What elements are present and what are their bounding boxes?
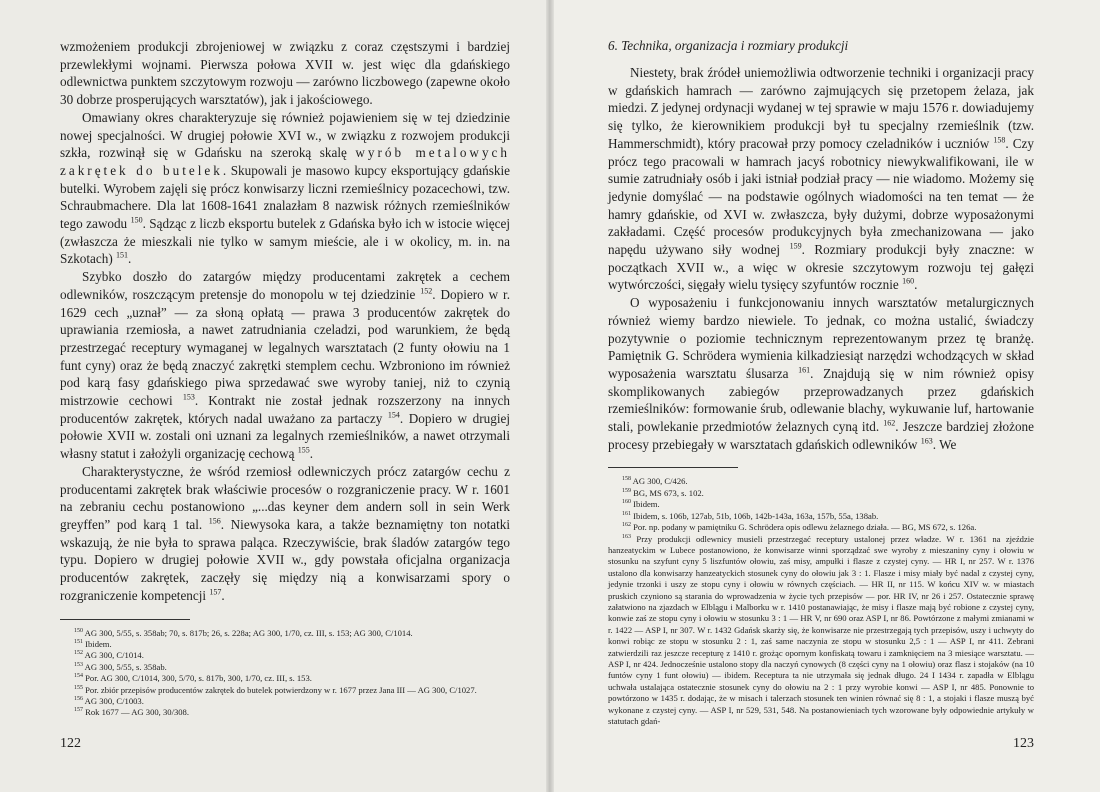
footnote-ref: 154 [387, 410, 400, 420]
footnote-text: Por. np. podany w pamiętniku G. Schrödera opis odlewu żelaznego działa. — BG, MS 672, s. 126a. [631, 522, 977, 533]
text-run: . We [932, 436, 957, 452]
text-run: . Dopiero w r. 1629 cech „uznał” — za słoną opłatą — prawa 3 producentów zakrętek do uprawiania rzemiosła, a nawet zatrudniania czeladzi, pod warunkiem, że będą przestrzegać receptury wymaganej w legalnych warsztatach (2 funty ołowiu na 1 funt cyny) oraz że będą znaczyć zakrętki stemplem cechu. Wzbroniono im również pod karą fasy gdańskiego piwa sprzedawać swe wyroby taniej, niż to czynią mistrzowie cechowi [60, 286, 510, 409]
book-gutter [546, 0, 554, 792]
footnote-number: 153 [74, 661, 83, 668]
footnote-ref: 152 [420, 286, 433, 296]
text-run: . Niewysoka kara, a także beznamiętny ton notatki wskazują, że nie była to sprawa paląca. Rzeczywiście, brak śladów zatargów tego typu. Dopiero w drugiej połowie XVII w., gdy powstała oficjalna organizacja producentów zakrętek, zaczęły się między nią a konwisarzami spory o rozgraniczenie kompetencji [60, 516, 511, 603]
footnote-ref: 161 [798, 365, 811, 375]
text-run: . Znajdują się w nim również opisy skomplikowanych zabiegów przeprowadzanych przez gdańskich rzemieślników: formowanie śrub, odlewanie blachy, wykuwanie luf, hartowanie stali, powlekanie przedmiotów żelaznych cyną itd. [608, 365, 1035, 435]
footnote-text: BG, MS 673, s. 102. [631, 487, 704, 498]
footnote-number: 151 [74, 639, 83, 646]
footnote-ref: 155 [297, 445, 310, 455]
footnote-text: Ibidem, s. 106b, 127ab, 51b, 106b, 142b-143a, 163a, 157b, 55a, 138ab. [631, 510, 879, 521]
footnote [60, 628, 510, 639]
footnote-number: 161 [622, 510, 631, 517]
footnote [608, 488, 1034, 499]
body-paragraph [60, 109, 510, 268]
footnote-ref: 153 [182, 392, 195, 402]
footnote [60, 707, 510, 718]
footnote-text: Ibidem. [631, 499, 660, 510]
text-run: wzmożeniem produkcji zbrojeniowej w związku z coraz częstszymi i bardziej przewlekłymi wojnami. Pierwsza połowa XVII w. jest więc dla gdańskiego odlewnictwa punktem szczytowym rozwoju — zarówno liczbowego (zapewne około 30 dobrze prosperujących warsztatów), jak i jakościowego. [60, 39, 510, 108]
text-run: . Dopiero w drugiej połowie XVII w. zostali oni uznani za legalnych rzemieślników, a nawet otrzymali własny statut i założyli organizację cechową [60, 410, 510, 462]
footnote-text: AG 300, C/1014. [83, 650, 144, 661]
footnote-text: AG 300, 5/55, s. 358ab. [83, 661, 167, 672]
footnote-text: Por. AG 300, C/1014, 300, 5/70, s. 817b, 300, 1/70, cz. III, s. 153. [83, 673, 312, 684]
footnote-text: AG 300, C/1003. [83, 695, 144, 706]
footnote [608, 522, 1034, 533]
footnote-rule [608, 467, 738, 468]
footnote-number: 157 [74, 707, 83, 714]
left-body-text [60, 38, 510, 605]
footnote-number: 162 [622, 522, 631, 529]
section-heading: 6. Technika, organizacja i rozmiary produkcji [608, 38, 849, 53]
text-run: . [221, 587, 225, 603]
footnote-ref: 156 [208, 516, 221, 526]
body-paragraph [60, 268, 510, 463]
footnote-number: 163 [622, 533, 631, 540]
footnote-text: AG 300, 5/55, s. 358ab; 70, s. 817b; 26, s. 228a; AG 300, 1/70, cz. III, s. 153; AG 300, C/1014. [83, 627, 413, 638]
footnote-text: AG 300, C/426. [631, 476, 688, 487]
footnote-ref: 150 [130, 215, 143, 225]
text-run: Omawiany okres charakteryzuje się również pojawieniem się w tej dziedzinie nowej specjalności. W drugiej połowie XVI w., w związku z rozwojem produkcji szkła, rozwinął się w Gdańsku na szeroką skalę [60, 109, 510, 161]
body-paragraph [608, 294, 1034, 453]
text-run: Niestety, brak źródeł uniemożliwia odtworzenie techniki i organizacji pracy w gdańskich hamrach — zarówno zajmujących się przetopem żelaza, jak miedzi. Z jedynej ordynacji wydanej w tej sprawie w maju 1576 r. dowiadujemy się tylko, że kierownikiem produkcji był tu specjalny rzemieślnik (tzw. Hammerschmidt), który pracował przy pomocy czeladników i uczniów [608, 65, 1034, 151]
text-run: . [309, 446, 314, 462]
footnote [60, 685, 510, 696]
footnote [60, 673, 510, 684]
footnote-number: 155 [74, 684, 83, 691]
text-run: . Skupowali je masowo kupcy eksportujący gdańskie butelki. Wyrobem zajęli się prócz konwisarzy liczni rzemieślnicy pozacechowi, tzw. Schraubmachere. Dla lat 1608-1641 znalazłam 8 nazwisk różnych rzemieślników tego zawodu [60, 162, 510, 232]
left-footnotes [60, 628, 510, 719]
footnote-text: Rok 1677 — AG 300, 30/308. [83, 707, 189, 718]
footnote-text: Por. zbiór przepisów producentów zakrętek do butelek potwierdzony w r. 1677 przez Jana III — AG 300, C/1027. [83, 684, 477, 695]
footnote [60, 650, 510, 661]
text-run: Szybko doszło do zatargów między producentami zakrętek a cechem odlewników, roszczącym pretensje do monopolu w tej dziedzinie [60, 269, 510, 302]
footnote-ref: 159 [789, 241, 802, 251]
footnote-number: 152 [74, 650, 83, 657]
footnote [60, 696, 510, 707]
footnote-number: 160 [622, 499, 631, 506]
text-run: . Sądząc z liczb eksportu butelek z Gdańska było ich w istocie więcej (zwłaszcza że mieszkali nie tylko w samym mieście, ale i w okolicy, m. in. na Szkotach) [60, 216, 510, 267]
footnote [608, 511, 1034, 522]
footnote-number: 150 [74, 627, 83, 634]
footnote [608, 476, 1034, 487]
text-run: . Rozmiary produkcji były znaczne: w początkach XVII w., a więc w okresie szczytowym rozwoju tej gałęzi wytwórczości, sięgały wielu tysięcy szyfuntów rocznie [608, 242, 1034, 293]
text-run: Charakterystyczne, że wśród rzemiosł odlewniczych prócz zatargów cechu z producentami zakrętek brak właściwie procesów o rozgraniczenie pracy. W r. 1601 na zebraniu cechu postanowiono „...das keyner dem andern soll in sein Werk greyffen” pod karą 1 tal. [60, 463, 510, 532]
body-paragraph [60, 463, 510, 605]
text-run: . Jeszcze bardziej złożone procesy przebiegały w warsztatach gdańskich odlewników [608, 419, 1034, 452]
text-run: . Czy prócz tego pracowali w hamrach jacyś robotnicy niewykwalifikowani, ile w sumie zatrudniały osób i jaki istniał podział pracy — nie wiadomo. Możemy się jedynie domyślać — na podstawie ogólnych wiadomości na ten temat — że hamry gdańskie, od XVI w. zwłaszcza, były dużymi, dobrze wyposażonymi zakładami. Część procesów produkcyjnych była zmechanizowana — jako napędu używano siły wodnej [608, 135, 1034, 258]
footnote-ref: 160 [902, 277, 915, 287]
right-page [550, 0, 1100, 792]
body-paragraph [608, 64, 1034, 294]
footnote [60, 662, 510, 673]
page-number: 123 [1013, 736, 1034, 751]
footnote-ref: 162 [883, 418, 896, 428]
footnote [608, 499, 1034, 510]
footnote-text: Ibidem. [83, 638, 112, 649]
text-run: . [914, 277, 918, 293]
footnote-rule [60, 619, 190, 620]
footnote [608, 534, 1034, 728]
footnote-number: 159 [622, 488, 631, 495]
text-run: O wyposażeniu i funkcjonowaniu innych warsztatów metalurgicznych również wiemy bardzo niewiele. To jednak, co można ustalić, świadczy pozytywnie o poziomie technicznym reprezentowanym przez tę branżę. Pamiętnik G. Schrödera wymienia kilkadziesiąt narzędzi wchodzących w skład wyposażenia warsztatu ślusarza [608, 295, 1034, 381]
footnote-ref: 158 [993, 135, 1006, 145]
text-run: . [128, 251, 132, 267]
footnote-ref: 151 [116, 251, 129, 261]
footnote-number: 158 [622, 476, 631, 483]
right-footnotes [608, 476, 1034, 727]
page-number: 122 [60, 736, 81, 751]
footnote-number: 156 [74, 696, 83, 703]
text-run: . Kontrakt nie został jednak rozszerzony na innych producentów zakrętek, których nadal uważano za partaczy [60, 393, 510, 426]
footnote-ref: 163 [920, 436, 933, 446]
footnote-ref: 157 [209, 587, 222, 597]
footnote-number: 154 [74, 673, 83, 680]
right-body-text [608, 64, 1034, 453]
footnote-text: Przy produkcji odlewnicy musieli przestrzegać receptury ustalonej przez władze. W r. 1361 na zjeździe hanzeatyckim w Lubece postanowiono, że konwisarze winni sporządzać swe wyroby z mieszaniny cyny i ołowiu w stosunku na szyfunt cyny 5 liszfuntów ołowiu, zaś misy, ampułki i flasze z czystej cyny. — HR I, nr 257. W r. 1376 ustalono dla konwisarzy hanzeatyckich stosunek cyny do ołowiu jak 3 : 1. Flasze i misy miały być nadal z czystej cyny, jedynie trzonki i uszy ze stopu cyny i ołowiu w równych częściach. — HR II, nr 115. W końcu XIV w. w miastach pruskich czyniono są starania do wprowadzenia w życie tych przepisów — por. HR IV, nr 26 i 257. Ostatecznie sprawę załatwiono na zjazdach w Elblągu i Malborku w r. 1410 postanawiając, że misy i flasze mają być robione z czystej cyny, konwie zaś ze stopu cyny i ołowiu w stosunku 3 : 1 — HR V, nr 690 oraz ASP I, nr 86. Powtórzone z małymi zmianami w r. 1422 — ASP I, nr 307. W r. 1432 Gdańsk skarży się, że konwisarze nie przestrzegają tych przepisów, uszy i uchwyty do konwi robiąc ze stopu w stosunku 2 : 1, zaś same naczynia ze stopu w stosunku 2,5 : 1 — ASP I, nr 411. Zebrani zatwierdzili raz jeszcze recepturę z 1410 r. grożąc opornym konfiskatą towaru i zamknięciem na 3 miesiące warsztatu. — ASP I, nr 424. Jednocześnie ustalono stopy dla naczyń cynowych (8 części cyny na 1 ołowiu) oraz flasz i stojaków (na 10 funtów cyny 1 funt ołowiu) — ibidem. Receptura ta nie utrzymała się jednak długo. 24 I 1434 r. zapadła w Elblągu uchwała ustalająca ostatecznie stosunek cyny do ołowiu na 2 : 1 przy wyrobie konwi — ASP I, nr 485. Ponownie to powtórzono w 1435 r. dodając, że w misach i talerzach stosunek ten winien równać się 8 : 1, a stojaki i flasze muszą być wykonane z czystej cyny. — ASP I, nr 529, 531, 548. Na postanowieniach tych wzorowane były odpowiednie artykuły w statutach gdań- [608, 533, 1034, 726]
body-paragraph [60, 38, 510, 109]
spaced-emphasis: wyrób metalowych zakrętek do butelek [60, 145, 510, 178]
footnote [60, 639, 510, 650]
